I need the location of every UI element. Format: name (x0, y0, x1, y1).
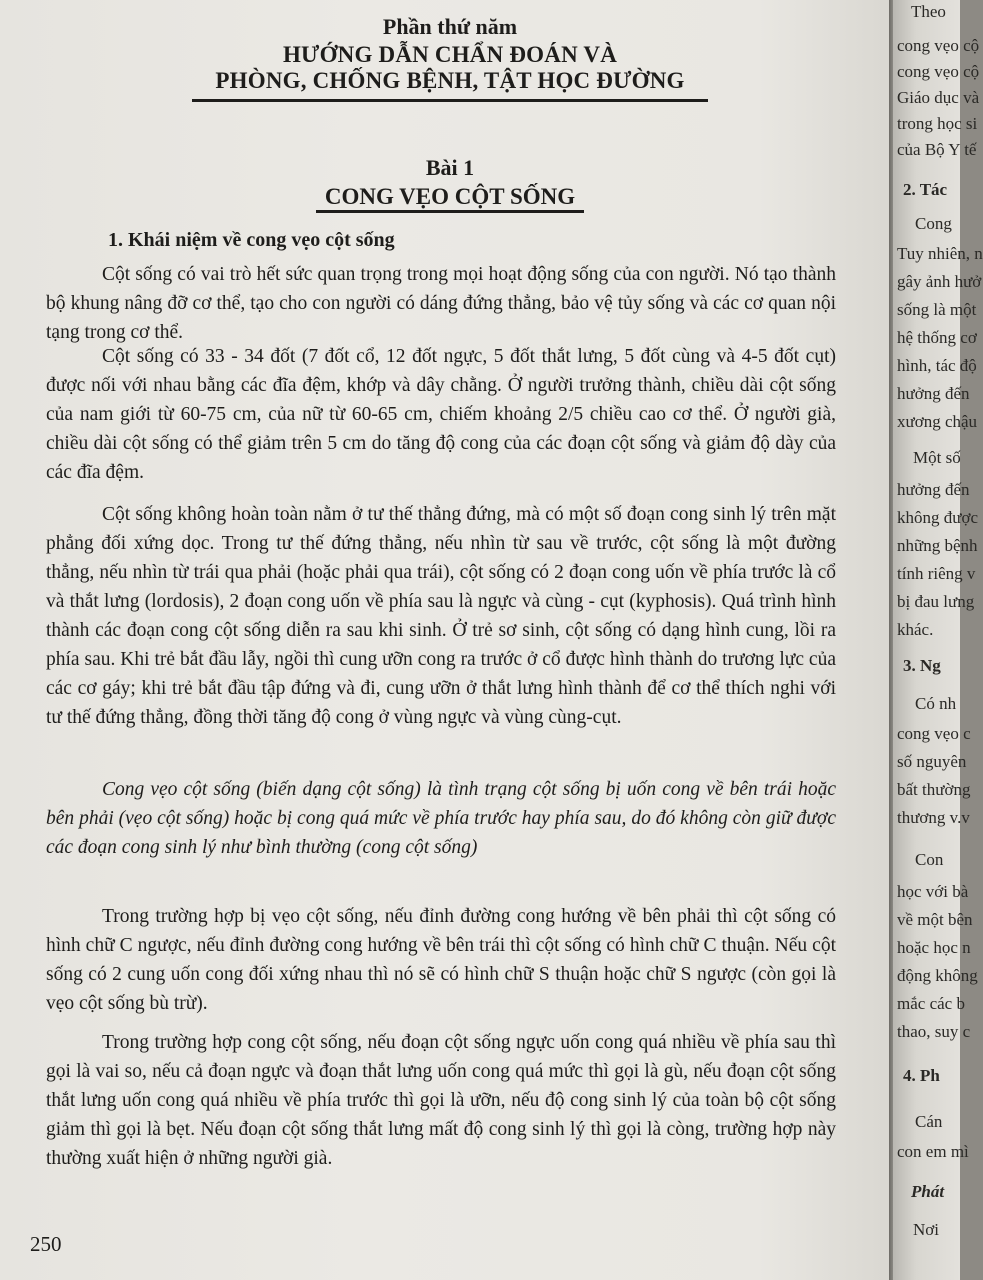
right-page-fragment: Cán (915, 1112, 943, 1131)
right-page-fragment: Có nh (915, 694, 957, 713)
lesson-label: Bài 1 (425, 155, 475, 180)
paragraph-3: Cột sống không hoàn toàn nằm ở tư thế thẳng đứng, mà có một số đoạn cong sinh lý trên mặt phẳng đối xứng dọc. Trong tư thế đứng thẳng, nếu nhìn từ sau về trước, cột sống là một đường thẳng, nếu nhìn từ trái qua phải (hoặc phải qua trái), cột sống có 2 đoạn cong uốn về phía trước là cổ và thắt lưng (lordosis), 2 đoạn cong uốn về phía sau là ngực và cùng - cụt (kyphosis). Quá trình hình thành các đoạn cong cột sống diễn ra sau khi sinh. Ở trẻ sơ sinh, cột sống có dạng hình cung, lồi ra phía sau. Khi trẻ bắt đầu lẫy, ngồi thì cung ưỡn cong ra trước ở cổ được hình thành do trương lực của các cơ gáy; khi trẻ bắt đầu tập đứng và đi, cung ưỡn ở thắt lưng hình thành để cơ thể thích nghi với tư thế đứng thẳng, đồng thời tăng độ cong ở vùng ngực và vùng cùng-cụt. (46, 504, 836, 728)
right-page-fragment: xương chậu (897, 412, 978, 431)
part-label: Phần thứ năm (382, 14, 518, 39)
right-page-fragment: hưởng đến (897, 384, 970, 403)
paragraph-5: Trong trường hợp bị vẹo cột sống, nếu đỉnh đường cong hướng về bên phải thì cột sống có hình chữ C ngược, nếu đỉnh đường cong hướng về bên trái thì cột sống có hình chữ C thuận. Nếu cột sống có 2 cung uốn cong đối xứng nhau thì nó sẽ có hình chữ S thuận hoặc chữ S ngược (còn gọi là vẹo cột sống bù trừ). (46, 906, 836, 1014)
right-page (893, 0, 983, 1280)
paragraph-1: Cột sống có vai trò hết sức quan trọng trong mọi hoạt động sống của con người. Nó tạo thành bộ khung nâng đỡ cơ thể, tạo cho con người có dáng đứng thẳng, bảo vệ tủy sống và các cơ quan nội tạng trong cơ thể. (46, 264, 836, 343)
paragraph-2: Cột sống có 33 - 34 đốt (7 đốt cổ, 12 đốt ngực, 5 đốt thắt lưng, 5 đốt cùng và 4-5 đốt cụt) được nối với nhau bằng các đĩa đệm, khớp và dây chằng. Ở người trưởng thành, chiều dài cột sống của nam giới từ 60-75 cm, của nữ từ 60-65 cm, chiếm khoảng 2/5 chiều cao cơ thể. Ở người già, chiều dài cột sống có thể giảm trên 5 cm do tăng độ cong của các đoạn cột sống và giảm độ dày của các đĩa đệm. (46, 346, 836, 483)
right-page-fragment: hưởng đến (897, 480, 970, 499)
right-page-fragment: 4. Ph (903, 1066, 940, 1085)
part-title-line2: PHÒNG, CHỐNG BỆNH, TẬT HỌC ĐƯỜNG (215, 68, 685, 93)
right-page-fragment: gây ảnh hưở (897, 272, 982, 291)
right-page-fragment: mắc các b (897, 994, 965, 1013)
right-page-fragment: học với bà (897, 882, 969, 901)
right-page-fragment: bất thường (897, 780, 971, 799)
right-page-fragment: cong vẹo cộ (897, 62, 980, 81)
right-page-fragment: bị đau lưng (897, 592, 975, 611)
paragraph-definition: Cong vẹo cột sống (biến dạng cột sống) là tình trạng cột sống bị uốn cong về bên trái hoặc bên phải (vẹo cột sống) hoặc bị cong quá mức về phía trước hay phía sau, do đó không còn giữ được các đoạn cong sinh lý như bình thường (cong cột sống) (46, 779, 836, 858)
right-page-fragment: của Bộ Y tế (897, 140, 977, 159)
right-page-fragment: trong học si (897, 114, 978, 133)
right-page-fragment: Con (915, 850, 944, 869)
right-page-fragment: những bệnh (897, 536, 978, 555)
right-page-fragment: về một bên (897, 910, 973, 929)
right-page-fragment: Nơi (913, 1220, 939, 1239)
right-page-fragment: 3. Ng (903, 656, 941, 675)
right-page-fragment: sống là một (897, 300, 977, 319)
right-page-fragment: Phát (911, 1182, 945, 1201)
right-page-fragment: Tuy nhiên, n (897, 244, 983, 263)
right-page-fragment: 2. Tác (903, 180, 948, 199)
right-page-fragment: cong vẹo c (897, 724, 971, 743)
right-page-fragment: hình, tác độ (897, 356, 977, 375)
lesson-title-underline (316, 210, 584, 213)
right-page-fragment: hoặc học n (897, 938, 971, 957)
part-title-line1: HƯỚNG DẪN CHẨN ĐOÁN VÀ (282, 42, 618, 67)
right-page-fragment: cong vẹo cộ (897, 36, 980, 55)
right-page-fragment: Cong (915, 214, 952, 233)
right-page-fragment: Giáo dục và (897, 88, 980, 107)
right-page-fragment: động không (897, 966, 978, 985)
section-heading: 1. Khái niệm về cong vẹo cột sống (108, 229, 395, 251)
right-page-fragment: tính riêng v (897, 564, 976, 583)
page-number: 250 (30, 1232, 62, 1256)
right-page-fragment: thao, suy c (897, 1022, 971, 1041)
right-page-fragment: không được (897, 508, 978, 527)
right-page-fragment: khác. (897, 620, 934, 639)
right-page-fragment: Theo (911, 2, 946, 21)
lesson-title: CONG VẸO CỘT SỐNG (324, 184, 576, 209)
right-page-fragment: Một số (913, 448, 961, 467)
right-page-fragment: hệ thống cơ (897, 328, 977, 347)
part-title-underline (192, 99, 708, 102)
paragraph-6: Trong trường hợp cong cột sống, nếu đoạn cột sống ngực uốn cong quá nhiều về phía sau thì gọi là vai so, nếu cả đoạn ngực và đoạn thắt lưng uốn cong quá mức thì gọi là gù, nếu đoạn cột sống thắt lưng uốn cong quá nhiều về phía trước thì gọi là ưỡn, nếu độ cong sinh lý của toàn bộ cột sống giảm thì gọi là bẹt. Nếu đoạn cột sống thắt lưng mất độ cong sinh lý thì gọi là còng, trường hợp này thường xuất hiện ở những người già. (46, 1032, 836, 1169)
right-page-fragment: số nguyên (897, 752, 967, 771)
right-page-fragment: thương v.v (897, 808, 970, 827)
right-page-fragment: con em mì (897, 1142, 969, 1161)
